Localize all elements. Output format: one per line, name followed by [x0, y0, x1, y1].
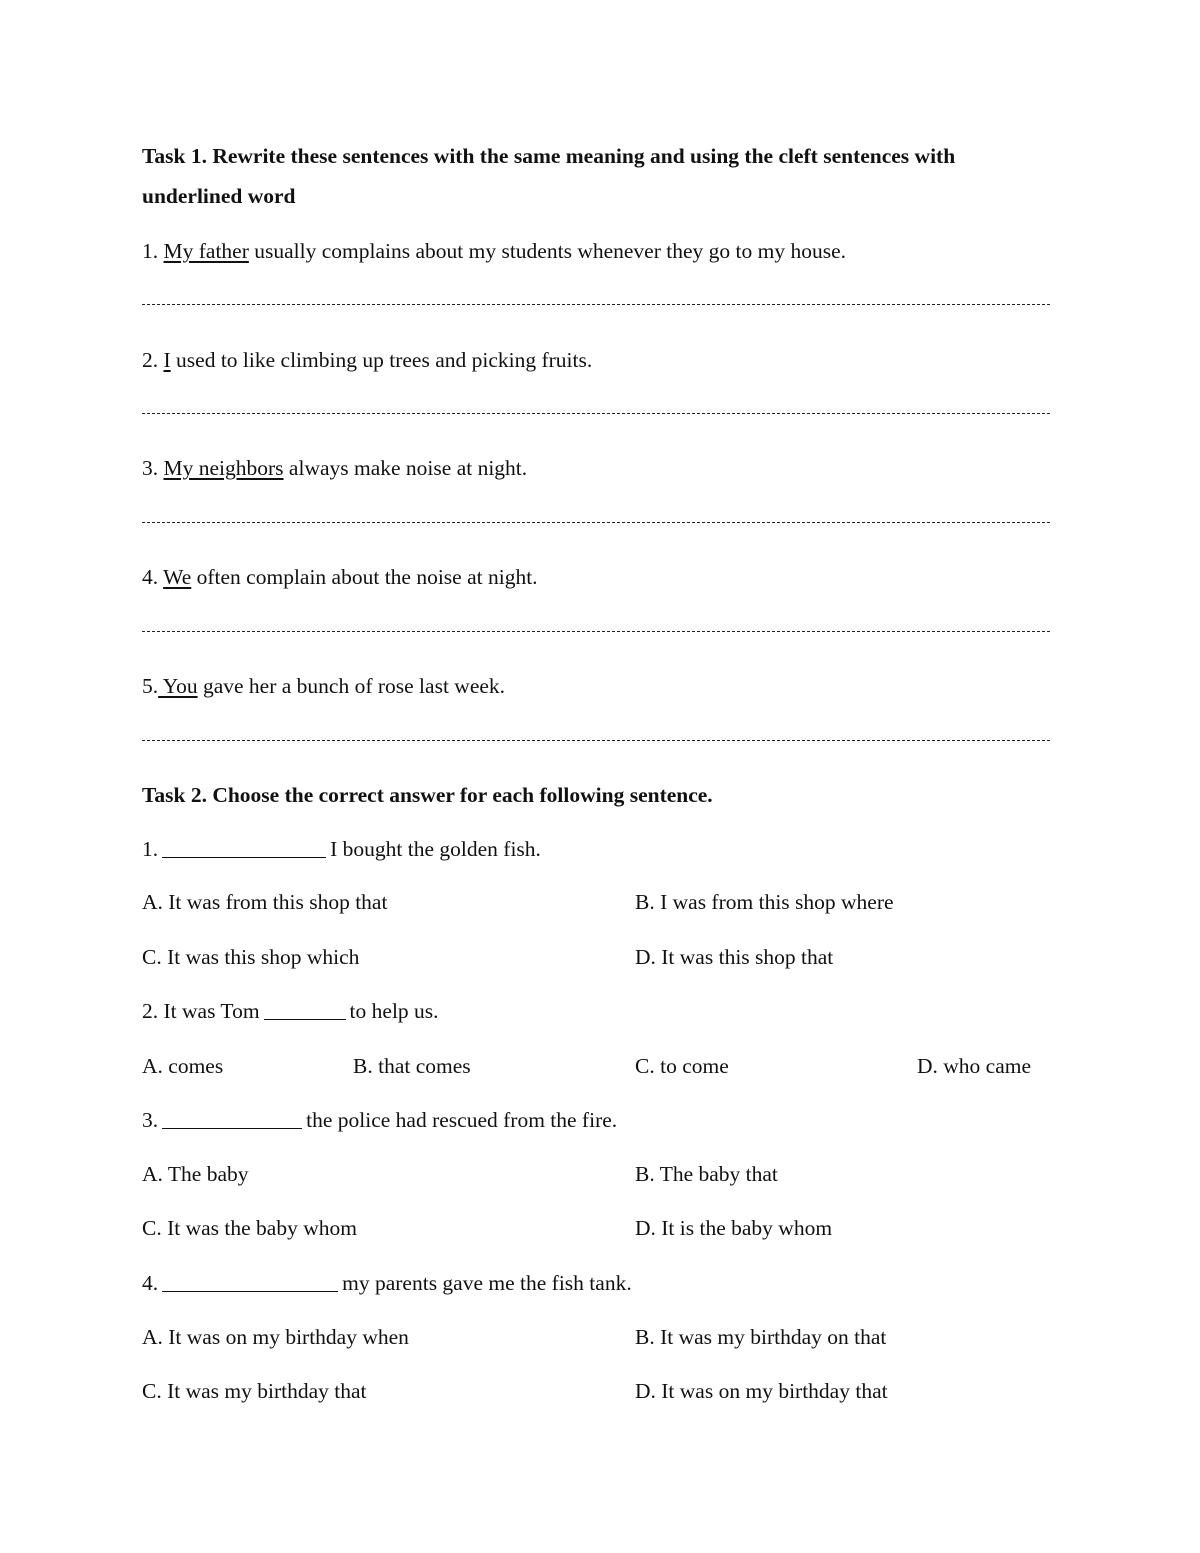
answer-blank[interactable] — [162, 1271, 338, 1292]
answer-line-1[interactable] — [142, 304, 1050, 305]
task2-question-4 — [142, 1269, 632, 1297]
option-b[interactable]: B. The baby that — [635, 1162, 778, 1186]
question-text: the police had rescued from the fire. — [306, 1108, 618, 1132]
question-number: 2. It was Tom — [142, 999, 260, 1023]
option-d[interactable]: D. It was this shop that — [635, 945, 834, 969]
option-b[interactable]: B. that comes — [353, 1054, 471, 1078]
answer-line-2[interactable] — [142, 413, 1050, 414]
option-b[interactable]: B. It was my birthday on that — [635, 1325, 887, 1349]
underlined-word: We — [163, 565, 192, 589]
option-d[interactable]: D. It is the baby whom — [635, 1216, 833, 1240]
item-text: always make noise at night. — [283, 456, 528, 480]
question-number: 3. — [142, 1108, 159, 1132]
task2-question-3 — [142, 1106, 617, 1134]
option-d[interactable]: D. who came — [917, 1054, 1032, 1078]
task2-question-2 — [142, 997, 439, 1025]
item-text: gave her a bunch of rose last week. — [197, 674, 506, 698]
answer-blank[interactable] — [162, 1108, 302, 1129]
answer-blank[interactable] — [264, 999, 346, 1020]
task1-title-line1: Task 1. Rewrite these sentences with the same meaning and using the cleft sentences with — [142, 144, 956, 168]
question-text: I bought the golden fish. — [330, 837, 541, 861]
option-c[interactable]: C. It was my birthday that — [142, 1379, 367, 1403]
item-number: 2. — [142, 348, 164, 372]
option-a[interactable]: A. It was on my birthday when — [142, 1325, 409, 1349]
task1-item-4 — [142, 563, 538, 591]
question-text: my parents gave me the fish tank. — [342, 1271, 632, 1295]
task2-question-1 — [142, 835, 541, 863]
task1-item-3 — [142, 454, 527, 482]
item-text: often complain about the noise at night. — [191, 565, 538, 589]
task2-title: Task 2. Choose the correct answer for each following sentence. — [142, 783, 713, 807]
task1-item-2 — [142, 346, 592, 374]
task1-title-line2: underlined word — [142, 184, 296, 208]
question-number: 4. — [142, 1271, 159, 1295]
option-c[interactable]: C. to come — [635, 1054, 729, 1078]
item-number: 5. — [142, 674, 159, 698]
option-c[interactable]: C. It was this shop which — [142, 945, 360, 969]
option-a[interactable]: A. The baby — [142, 1162, 249, 1186]
task1-item-5 — [142, 672, 505, 700]
task1-item-1 — [142, 237, 846, 265]
underlined-word: I — [163, 348, 171, 372]
item-text: usually complains about my students whenever they go to my house. — [248, 239, 847, 263]
item-number: 1. — [142, 239, 164, 263]
underlined-word: My neighbors — [163, 456, 284, 480]
option-b[interactable]: B. I was from this shop where — [635, 890, 894, 914]
question-number: 1. — [142, 837, 159, 861]
underlined-word: You — [158, 674, 198, 698]
item-text: used to like climbing up trees and picking fruits. — [170, 348, 593, 372]
answer-line-5[interactable] — [142, 740, 1050, 741]
answer-blank[interactable] — [162, 837, 326, 858]
option-d[interactable]: D. It was on my birthday that — [635, 1379, 888, 1403]
underlined-word: My father — [163, 239, 249, 263]
option-c[interactable]: C. It was the baby whom — [142, 1216, 357, 1240]
answer-line-3[interactable] — [142, 522, 1050, 523]
item-number: 4. — [142, 565, 164, 589]
answer-line-4[interactable] — [142, 631, 1050, 632]
option-a[interactable]: A. It was from this shop that — [142, 890, 388, 914]
item-number: 3. — [142, 456, 164, 480]
option-a[interactable]: A. comes — [142, 1054, 224, 1078]
question-text: to help us. — [349, 999, 439, 1023]
